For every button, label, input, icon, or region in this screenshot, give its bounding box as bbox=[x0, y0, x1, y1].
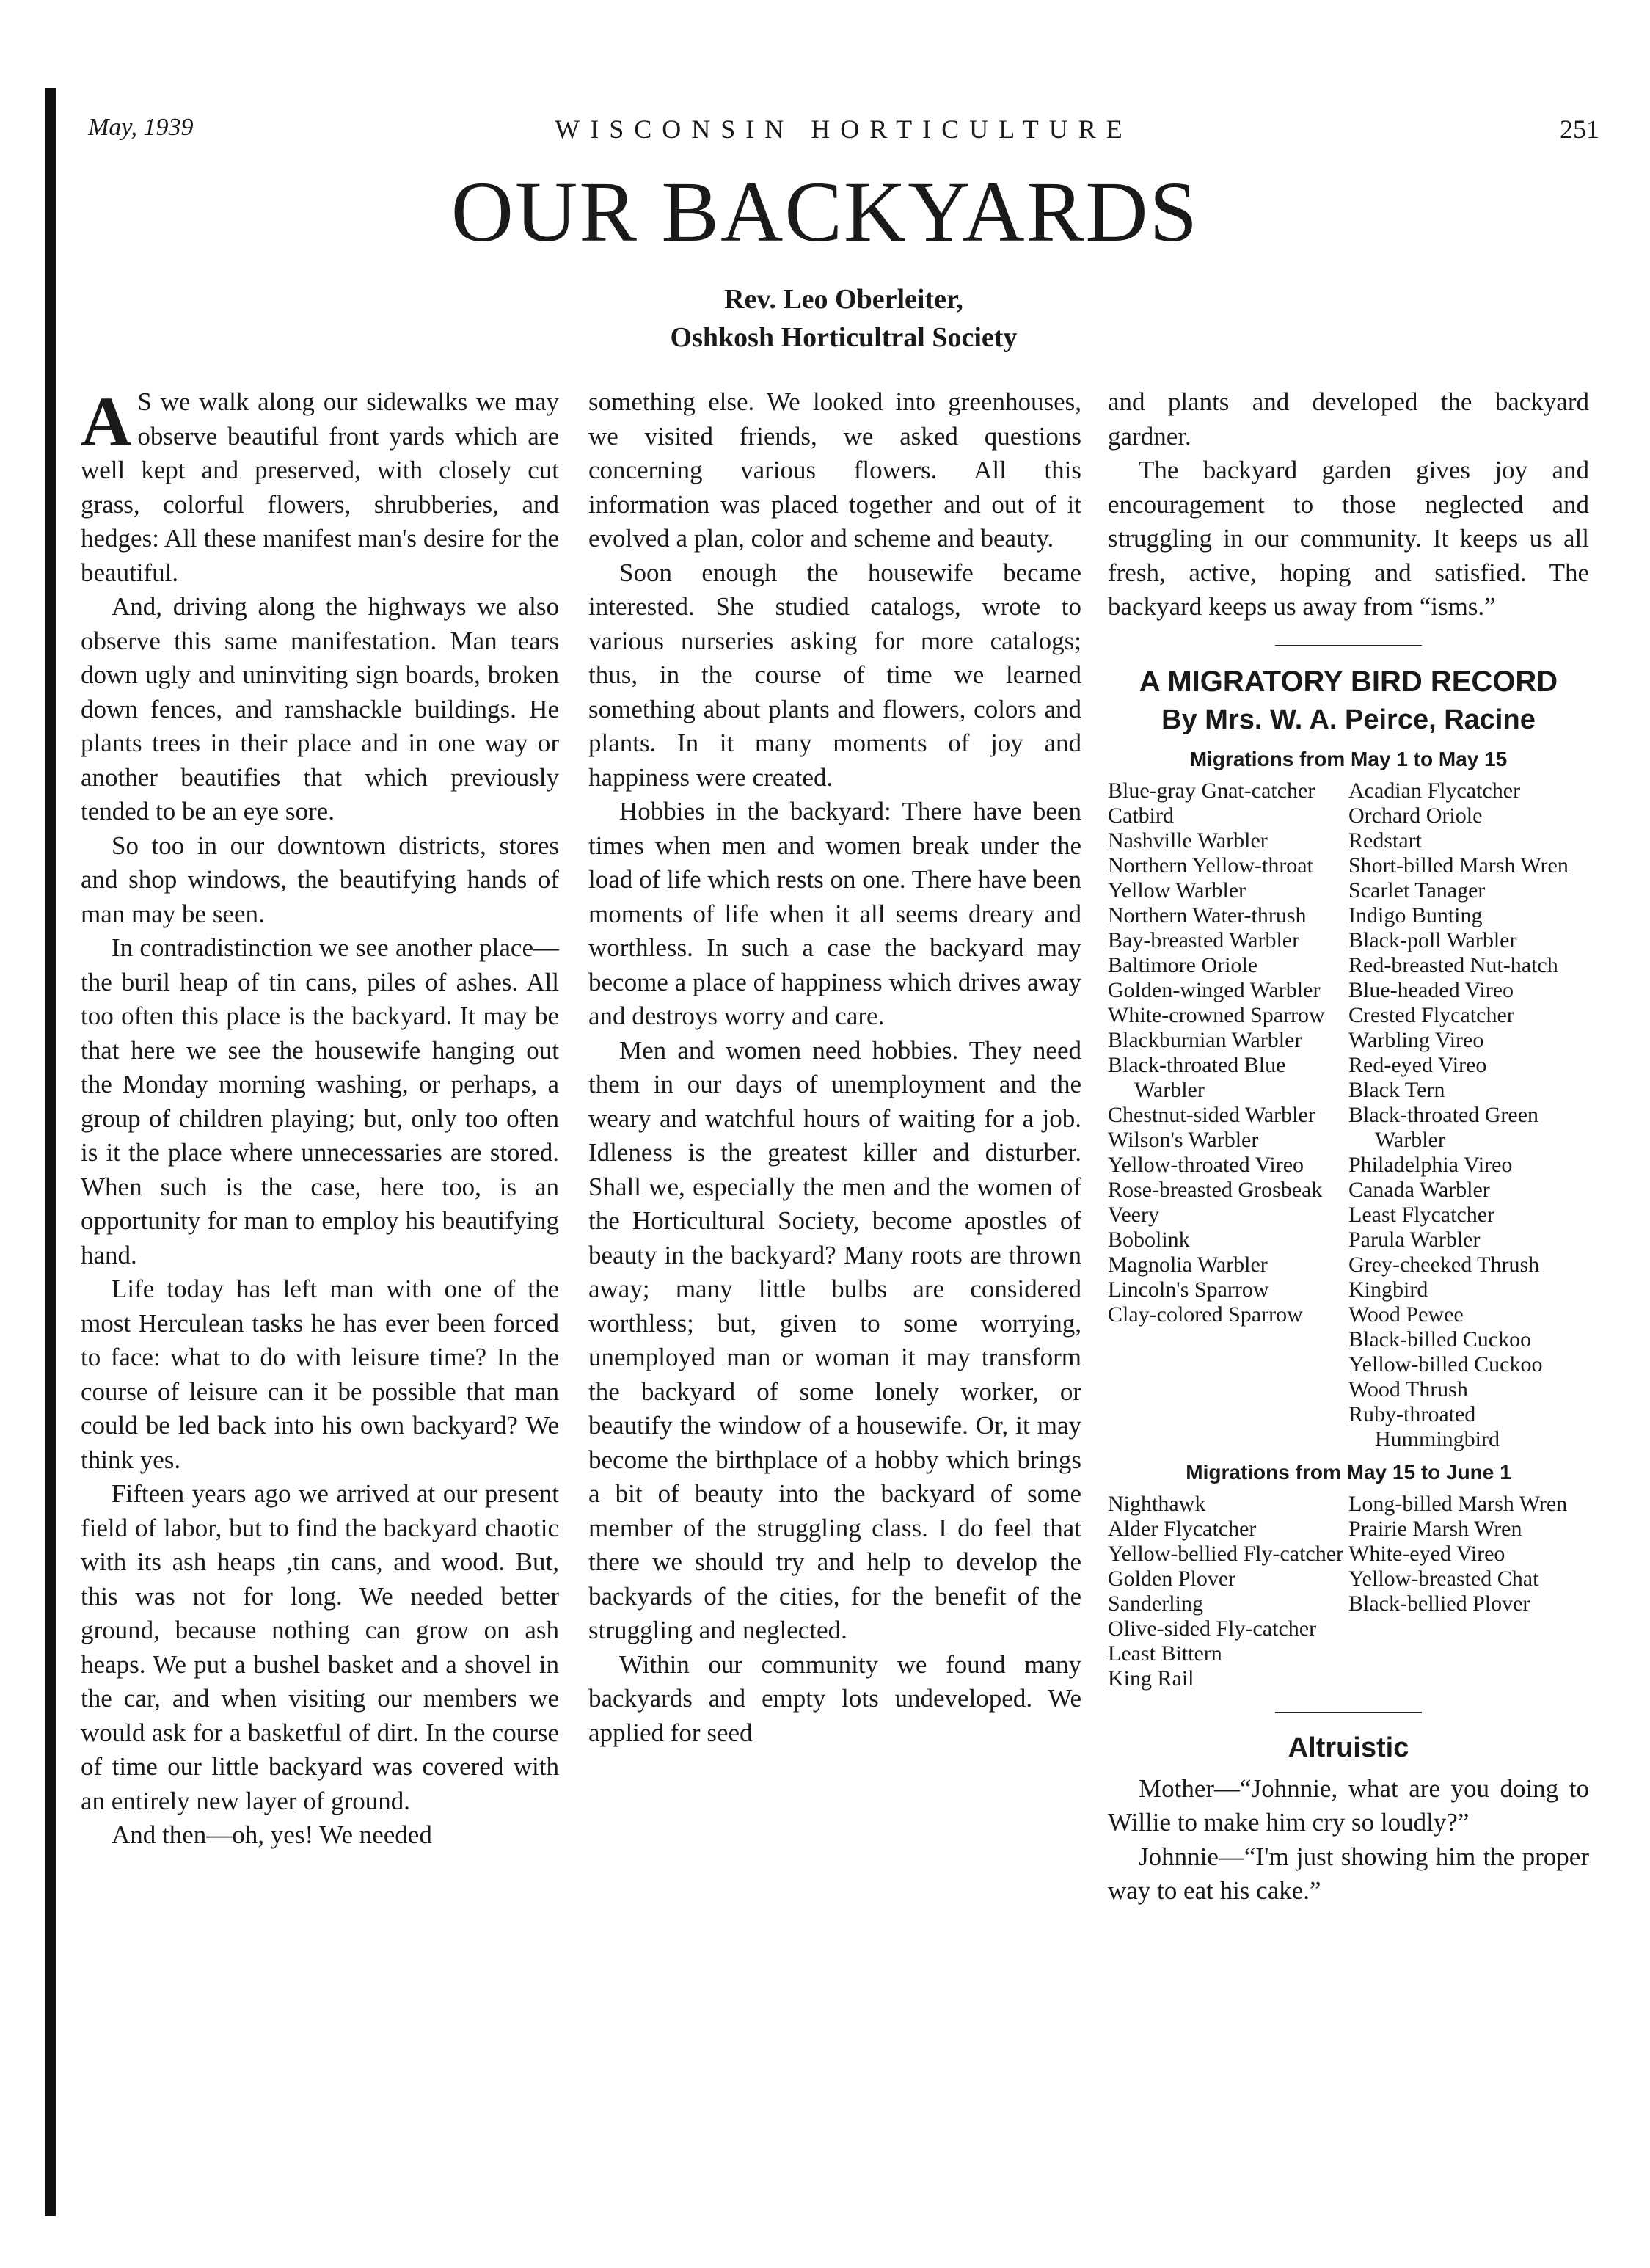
paragraph: Fifteen years ago we arrived at our present field of labor, but to find the backyard chaotic with its ash heaps ,tin cans, and wood. But, this was not for long. We needed better ground, because nothing can grow on ash heaps. We put a bushel basket and a shovel in the car, and when visiting our members we would ask for a basketful of dirt. In the course of time our little backyard was covered with an entirely new layer of ground. bbox=[81, 1479, 559, 1815]
paragraph: The backyard garden gives joy and encouragement to those neglected and struggling in our community. It keeps us all fresh, active, hoping and satisfied. The backyard keeps us away from “isms.” bbox=[1108, 456, 1589, 621]
journal-title: WISCONSIN HORTICULTURE bbox=[555, 114, 1133, 144]
bird-name: Black-bellied Plover bbox=[1348, 1591, 1530, 1616]
bird-name: Acadian Flycatcher bbox=[1348, 778, 1521, 803]
column-1 bbox=[81, 382, 559, 1853]
author-name: Rev. Leo Oberleiter, bbox=[724, 284, 963, 315]
bird-name: Redstart bbox=[1348, 828, 1422, 853]
dialogue-line: Mother—“Johnnie, what are you doing to Willie to make him cry so loudly?” bbox=[1108, 1773, 1589, 1837]
bird-name: Golden Plover bbox=[1108, 1566, 1236, 1591]
author-affiliation: Oshkosh Horticultral Society bbox=[670, 322, 1018, 353]
issue-date: May, 1939 bbox=[88, 114, 194, 141]
bird-name: Olive-sided Fly-catcher bbox=[1108, 1616, 1317, 1641]
bird-name: Alder Flycatcher bbox=[1108, 1516, 1257, 1541]
altruistic-title: Altruistic bbox=[1288, 1732, 1409, 1763]
bird-name: White-crowned Sparrow bbox=[1108, 1002, 1325, 1027]
bird-name: Philadelphia Vireo bbox=[1348, 1152, 1513, 1177]
bird-name: Sanderling bbox=[1108, 1591, 1203, 1616]
bird-name: Northern Water-thrush bbox=[1108, 903, 1307, 927]
bird-list-1 bbox=[1108, 779, 1589, 1452]
bird-name: Yellow-breasted Chat bbox=[1348, 1566, 1539, 1591]
bird-name: Canada Warbler bbox=[1348, 1177, 1490, 1202]
bird-name: Black-poll Warbler bbox=[1348, 927, 1517, 952]
page-number: 251 bbox=[1560, 114, 1599, 144]
bird-name: Kingbird bbox=[1348, 1277, 1428, 1302]
bird-name: Black-throated Blue Warbler bbox=[1108, 1052, 1286, 1102]
bird-name: Black Tern bbox=[1348, 1077, 1445, 1102]
bird-name: Long-billed Marsh Wren bbox=[1348, 1491, 1568, 1516]
bird-name: Blue-gray Gnat-catcher bbox=[1108, 778, 1315, 803]
bird-list-left bbox=[1108, 1492, 1348, 1691]
article-byline bbox=[514, 280, 1174, 357]
bird-name: Yellow Warbler bbox=[1108, 878, 1246, 903]
opening-paragraph bbox=[81, 382, 559, 590]
section-divider bbox=[1275, 1712, 1422, 1713]
bird-name: Prairie Marsh Wren bbox=[1348, 1516, 1522, 1541]
bird-name: Baltimore Oriole bbox=[1108, 952, 1258, 977]
paragraph: Life today has left man with one of the most Herculean tasks he has ever been forced to face: what to do with leisure time? In the course of leisure can it be possible that man could be led back into his own backyard? We think yes. bbox=[81, 1275, 559, 1474]
bird-name: Warbling Vireo bbox=[1348, 1027, 1484, 1052]
bird-name: Ruby-throated Hummingbird bbox=[1348, 1401, 1500, 1451]
bird-name: White-eyed Vireo bbox=[1348, 1541, 1505, 1566]
paragraph: Men and women need hobbies. They need them in our days of unemployment and the weary and watchful hours of waiting for a job. Idleness is the greatest killer and disturber. Shall we, especially the men and the women of the Horticultural Society, become apostles of beauty in the backyard? Many roots are thrown away; many little bulbs are considered worthless; but, given to some worrying, unemployed man or woman it may transform the backyard of some lonely worker, or beautify the window of a housewife. Or, it may become the birthplace of a hobby which brings a bit of beauty into the backyard of some member of the struggling class. I do feel that there we should try and help to develop the backyards of the cities, for the benefit of the struggling and neglected. bbox=[588, 1035, 1081, 1644]
bird-name: Wood Pewee bbox=[1348, 1302, 1464, 1327]
article-title: OUR BACKYARDS bbox=[450, 164, 1200, 260]
bird-name: Blackburnian Warbler bbox=[1108, 1027, 1302, 1052]
bird-name: Blue-headed Vireo bbox=[1348, 977, 1514, 1002]
column-2 bbox=[588, 385, 1081, 1750]
bird-list-2 bbox=[1108, 1492, 1589, 1691]
bird-name: Grey-cheeked Thrush bbox=[1348, 1252, 1540, 1277]
bird-name: Scarlet Tanager bbox=[1348, 878, 1486, 903]
page-spine-shadow bbox=[45, 88, 56, 2216]
bird-name: Yellow-billed Cuckoo bbox=[1348, 1352, 1543, 1377]
drop-cap: A bbox=[81, 382, 132, 461]
bird-list-right bbox=[1348, 779, 1589, 1452]
bird-name: Nashville Warbler bbox=[1108, 828, 1268, 853]
opening-text: S we walk along our sidewalks we may observe beautiful front yards which are well kept and preserved, with closely cut grass, colorful flowers, shrubberies, and hedges: All these manifest man's desire for the beautiful. bbox=[81, 387, 559, 587]
column-3 bbox=[1108, 385, 1589, 1908]
bird-record-byline: By Mrs. W. A. Peirce, Racine bbox=[1161, 704, 1536, 735]
bird-name: Least Bittern bbox=[1108, 1641, 1222, 1666]
bird-record-title: A MIGRATORY BIRD RECORD bbox=[1139, 665, 1558, 698]
bird-name: Veery bbox=[1108, 1202, 1159, 1227]
bird-name: Indigo Bunting bbox=[1348, 903, 1483, 927]
bird-name: Red-eyed Vireo bbox=[1348, 1052, 1487, 1077]
bird-name: Black-billed Cuckoo bbox=[1348, 1327, 1532, 1352]
bird-list-right bbox=[1348, 1492, 1589, 1691]
bird-name: Golden-winged Warbler bbox=[1108, 977, 1321, 1002]
paragraph: And then—oh, yes! We needed bbox=[112, 1820, 432, 1849]
bird-name: Crested Flycatcher bbox=[1348, 1002, 1514, 1027]
bird-name: Red-breasted Nut-hatch bbox=[1348, 952, 1558, 977]
paragraph-continued: something else. We looked into greenhouses, we visited friends, we asked questions concerning various flowers. All this information was placed together and out of it evolved a plan, color and scheme and beauty. bbox=[588, 387, 1081, 553]
altruistic-section bbox=[1108, 1729, 1589, 1908]
dialogue-line: Johnnie—“I'm just showing him the proper way to eat his cake.” bbox=[1108, 1842, 1589, 1905]
bird-name: Orchard Oriole bbox=[1348, 803, 1483, 828]
bird-name: Northern Yellow-throat bbox=[1108, 853, 1313, 878]
bird-name: Wilson's Warbler bbox=[1108, 1127, 1259, 1152]
bird-name: Lincoln's Sparrow bbox=[1108, 1277, 1269, 1302]
bird-name: Nighthawk bbox=[1108, 1491, 1206, 1516]
paragraph: So too in our downtown districts, stores and shop windows, the beautifying hands of man may be seen. bbox=[81, 831, 559, 928]
bird-name: Catbird bbox=[1108, 803, 1174, 828]
bird-name: Yellow-throated Vireo bbox=[1108, 1152, 1304, 1177]
bird-name: Magnolia Warbler bbox=[1108, 1252, 1268, 1277]
bird-name: Black-throated Green Warbler bbox=[1348, 1102, 1539, 1152]
migration-heading-2: Migrations from May 15 to June 1 bbox=[1186, 1460, 1511, 1484]
migration-heading-1: Migrations from May 1 to May 15 bbox=[1189, 747, 1508, 770]
section-divider bbox=[1275, 645, 1422, 646]
paragraph: Hobbies in the backyard: There have been times when men and women break under the load of life which rests on one. There have been moments of life when it all seems dreary and worthless. In such a case the backyard may become a place of happiness which drives away and destroys worry and care. bbox=[588, 797, 1081, 1030]
bird-name: Clay-colored Sparrow bbox=[1108, 1302, 1303, 1327]
bird-name: Least Flycatcher bbox=[1348, 1202, 1495, 1227]
paragraph: In contradistinction we see another place—the buril heap of tin cans, piles of ashes. All too often this place is the backyard. It may be that here we see the housewife hanging out the Monday morning washing, or perhaps, a group of children playing; but, only too often is it the place where unnecessaries are stored. When such is the case, here too, is an opportunity for man to employ his beautifying hand. bbox=[81, 933, 559, 1269]
bird-name: King Rail bbox=[1108, 1666, 1194, 1691]
paragraph: And, driving along the highways we also observe this same manifestation. Man tears down ugly and uninviting sign boards, broken down fences, and ramshackle buildings. He plants trees in their place and in one way or another beautifies that which previously tended to be an eye sore. bbox=[81, 592, 559, 825]
running-header bbox=[88, 114, 1599, 150]
bird-name: Parula Warbler bbox=[1348, 1227, 1481, 1252]
bird-name: Short-billed Marsh Wren bbox=[1348, 853, 1569, 878]
paragraph-continued: and plants and developed the backyard gardner. bbox=[1108, 387, 1589, 451]
bird-name: Bay-breasted Warbler bbox=[1108, 927, 1300, 952]
paragraph: Soon enough the housewife became interested. She studied catalogs, wrote to various nurseries asking for more catalogs; thus, in the course of time we learned something about plants and flowers, colors and plants. In it many moments of joy and happiness were created. bbox=[588, 558, 1081, 792]
paragraph: Within our community we found many backyards and empty lots undeveloped. We applied for seed bbox=[588, 1649, 1081, 1747]
bird-name: Chestnut-sided Warbler bbox=[1108, 1102, 1315, 1127]
bird-list-left bbox=[1108, 779, 1348, 1452]
bird-name: Bobolink bbox=[1108, 1227, 1190, 1252]
bird-name: Wood Thrush bbox=[1348, 1377, 1468, 1401]
bird-record-section bbox=[1108, 663, 1589, 1691]
bird-name: Rose-breasted Grosbeak bbox=[1108, 1177, 1323, 1202]
bird-name: Yellow-bellied Fly-catcher bbox=[1108, 1541, 1344, 1566]
